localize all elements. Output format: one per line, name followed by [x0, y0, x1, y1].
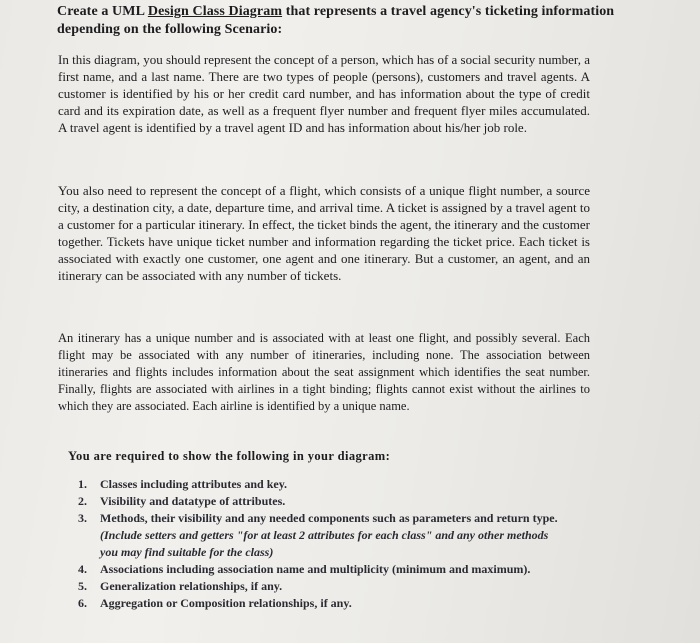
list-item-number: 2.: [78, 494, 87, 508]
title-part-2: that represents a travel agency's ticketing information depending on the following Scenario:: [57, 4, 615, 37]
scenario-paragraph-itineraries: An itinerary has a unique number and is associated with at least one flight, and possibly several. Each flight may be associated with any number of itineraries, including none. The association between itineraries and flights includes information about the seat assignment which identifies the seat number. Finally, flights are associated with airlines in a tight binding; flights cannot exist without the airlines to which they are associated. Each airline is identified by a unique name.: [58, 331, 590, 413]
list-item-number: 4.: [78, 562, 87, 576]
list-item-main: Methods, their visibility and any needed components such as parameters and return type.: [100, 511, 558, 525]
list-item: [78, 476, 558, 493]
list-item-number: 3.: [78, 511, 87, 525]
list-item-text: Generalization relationships, if any.: [100, 579, 283, 593]
list-item-text: Visibility and datatype of attributes.: [100, 494, 286, 508]
list-item-number: 6.: [78, 596, 87, 610]
list-item-text: Aggregation or Composition relationships, if any.: [100, 596, 352, 610]
list-item: [78, 510, 558, 561]
list-item-text: [100, 510, 558, 561]
list-item: [78, 561, 558, 578]
list-item-number: 1.: [78, 477, 87, 491]
requirements-list: [78, 476, 558, 612]
scenario-paragraph-flights-tickets: You also need to represent the concept of a flight, which consists of a unique flight number, a source city, a destination city, a date, departure time, and arrival time. A ticket is assigned by a travel agent to a customer for a particular itinerary. In effect, the ticket binds the agent, the itinerary and the customer together. Tickets have unique ticket number and information regarding the ticket price. Each ticket is associated with exactly one customer, one agent and one itinerary. But a customer, an agent, and an itinerary can be associated with any number of tickets.: [58, 183, 590, 283]
assignment-title: [57, 3, 647, 39]
assignment-sheet: [50, 0, 660, 643]
list-item-text: Associations including association name and multiplicity (minimum and maximum).: [100, 562, 531, 576]
requirements-heading: You are required to show the following in your diagram:: [68, 449, 391, 463]
list-item: [78, 493, 558, 510]
title-part-1: Create a UML: [57, 4, 148, 19]
list-item: [78, 595, 558, 612]
list-item-text: Classes including attributes and key.: [100, 477, 288, 491]
list-item: [78, 578, 558, 595]
list-item-number: 5.: [78, 579, 87, 593]
scenario-paragraph-persons: In this diagram, you should represent the concept of a person, which has of a social security number, a first name, and a last name. There are two types of people (persons), customers and travel agents. A customer is identified by his or her credit card number, and has information about the type of credit card and its expiration date, as well as a frequent flyer number and frequent flyer miles accumulated. A travel agent is identified by a travel agent ID and has information about his/her job role.: [58, 52, 590, 135]
list-item-note: (Include setters and getters "for at least 2 attributes for each class" and any other methods you may find suitable for the class): [100, 528, 549, 559]
title-underlined: Design Class Diagram: [147, 4, 283, 19]
